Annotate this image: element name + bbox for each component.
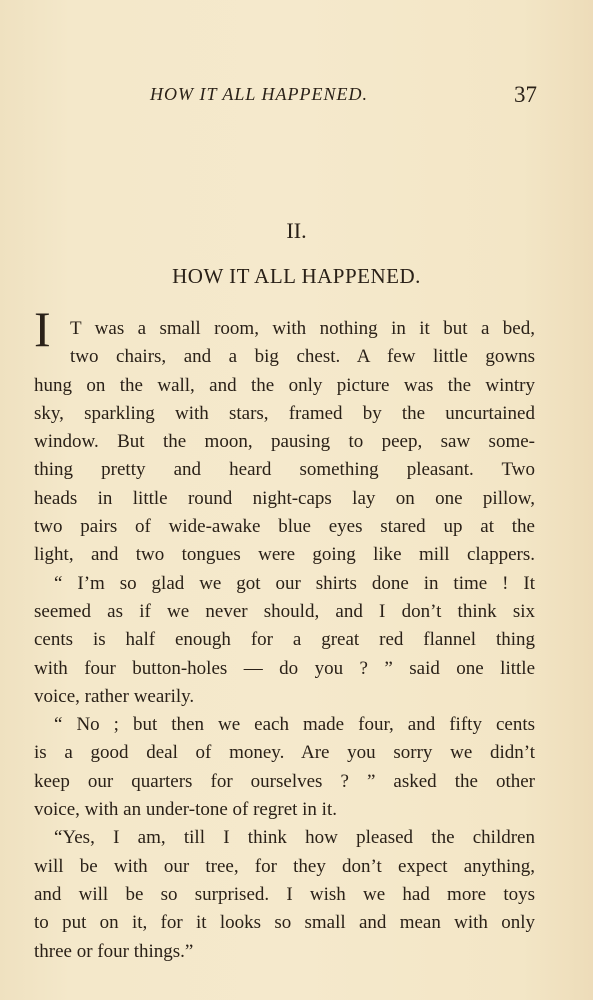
text-line: three or four things.” — [34, 940, 194, 962]
text-line: hung on the wall, and the only picture was the wintry — [34, 374, 535, 396]
text-line: T was a small room, with nothing in it but a bed, — [70, 318, 535, 339]
chapter-number: II. — [286, 218, 307, 243]
text-line: with four button-holes — do you ? ” said one little — [34, 657, 535, 679]
text-line: “Yes, I am, till I think how pleased the children — [54, 827, 535, 849]
text-line: “ I’m so glad we got our shirts done in time ! It — [54, 572, 535, 594]
text-line: window. But the moon, pausing to peep, saw some- — [34, 431, 535, 453]
drop-cap: I — [34, 301, 51, 357]
text-line: thing pretty and heard something pleasant. Two — [34, 459, 535, 481]
page-number: 37 — [514, 82, 537, 107]
text-line: voice, with an under-tone of regret in it. — [34, 799, 337, 821]
text-line: is a good deal of money. Are you sorry we didn’t — [34, 742, 535, 764]
text-line: sky, sparkling with stars, framed by the uncurtained — [34, 402, 535, 424]
text-line: and will be so surprised. I wish we had more toys — [34, 883, 535, 905]
text-line: two pairs of wide-awake blue eyes stared up at the — [34, 516, 535, 538]
chapter-title: HOW IT ALL HAPPENED. — [172, 264, 421, 288]
text-line: light, and two tongues were going like mill clappers. — [34, 544, 535, 566]
text-line: heads in little round night-caps lay on one pillow, — [34, 487, 535, 509]
text-line: cents is half enough for a great red flannel thing — [34, 629, 535, 651]
text-line: will be with our tree, for they don’t expect anything, — [34, 855, 535, 877]
text-line: to put on it, for it looks so small and mean with only — [34, 912, 535, 934]
text-line: voice, rather wearily. — [34, 685, 195, 707]
body-text — [34, 315, 535, 966]
text-line: seemed as if we never should, and I don’t think six — [34, 600, 535, 622]
text-line: two chairs, and a big chest. A few little gowns — [70, 346, 535, 368]
text-line: keep our quarters for ourselves ? ” asked the other — [34, 770, 535, 792]
running-header-title: HOW IT ALL HAPPENED. — [150, 84, 369, 104]
text-line: “ No ; but then we each made four, and fifty cents — [54, 714, 535, 736]
